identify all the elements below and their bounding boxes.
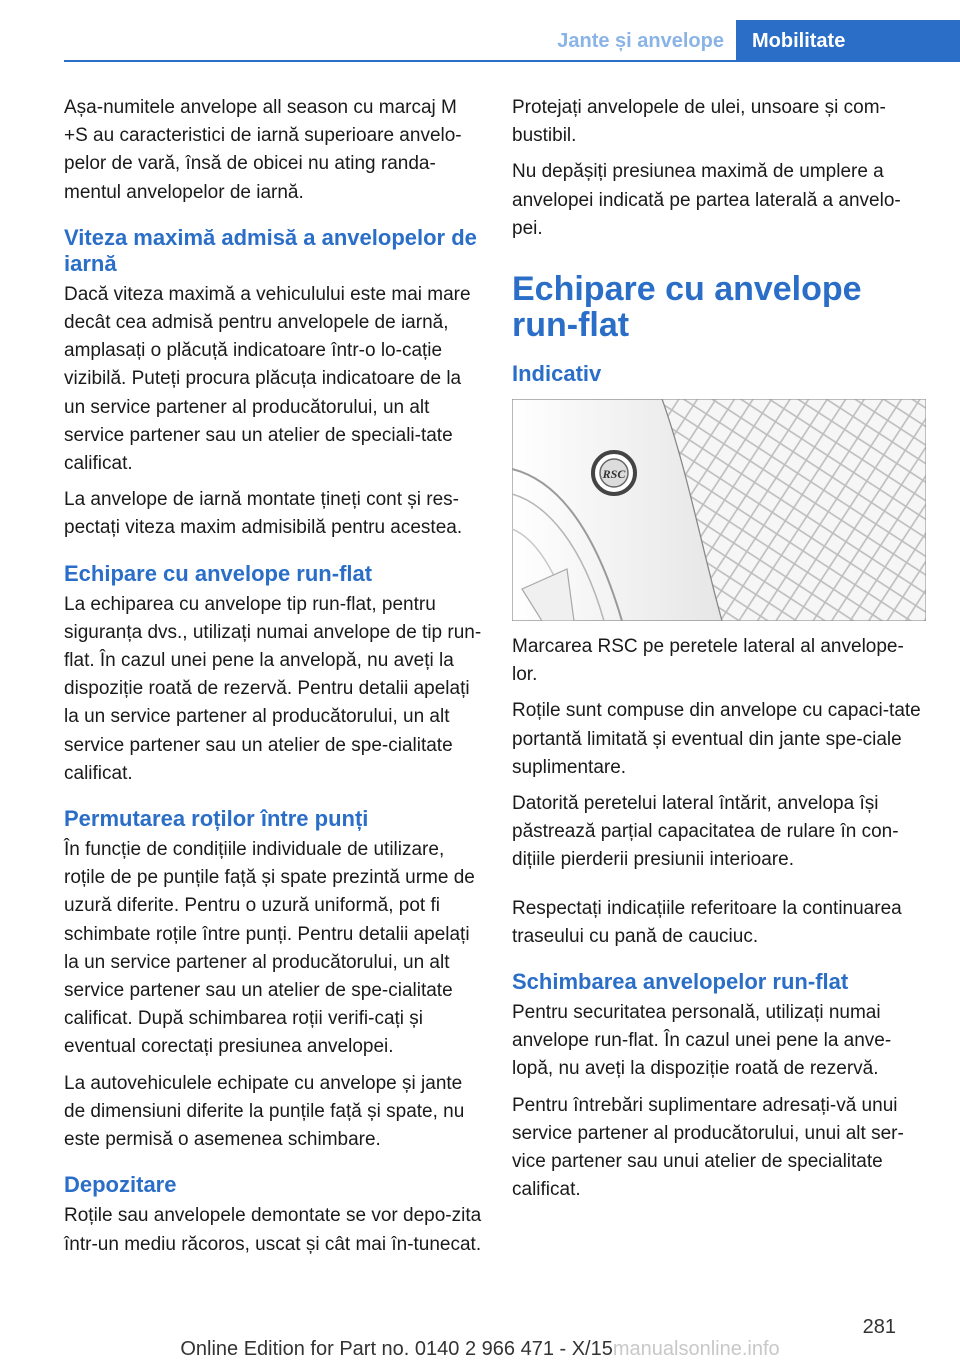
header-rule — [64, 60, 960, 62]
paragraph-viteza-respect: La anvelope de iarnă montate țineți cont și res-pectați viteza maxim admisibilă pentru acestea. — [64, 489, 463, 539]
rsc-tire-illustration — [512, 399, 926, 621]
page-number: 281 — [862, 1316, 896, 1338]
paragraph-all-season: Așa-numitele anvelope all season cu marcaj M +S au caracteristici de iarnă superioare anvelo-pelor de vară, însă de obicei nu ating randa-mentul anvelopelor de iarnă. — [64, 97, 462, 203]
paragraph-echipare: La echiparea cu anvelope tip run-flat, pentru siguranța dvs., utilizați numai anvelope de tip run-flat. În cazul unei pene la anvelopă, nu aveți la dispoziție roată de rezervă. Pentru detalii apelați la un service partener al producătorului, un alt service partener sau un atelier de spe-cialitate calificat. — [64, 593, 482, 784]
heading-viteza-maxima: Viteza maximă admisă a anvelopelor de iarnă — [64, 224, 477, 276]
heading-permutarea: Permutarea roților între punți — [64, 806, 369, 832]
paragraph-marcarea: Marcarea RSC pe peretele lateral al anvelope-lor. — [512, 636, 904, 686]
paragraph-respectati: Respectați indicațiile referitoare la continuarea traseului cu pană de cauciuc. — [512, 897, 902, 947]
rsc-logo-text: RSC — [602, 467, 626, 482]
paragraph-rotile: Roțile sunt compuse din anvelope cu capaci-tate portantă limitată și eventual din jante spe-ciale suplimentare. — [512, 700, 921, 778]
heading-echipare-run-flat-main: Echipare cu anvelope run-flat — [512, 270, 862, 345]
paragraph-depozitare: Roțile sau anvelopele demontate se vor depo-zita într-un mediu răcoros, uscat și cât mai în-tunecat. — [64, 1205, 482, 1255]
left-column — [64, 94, 482, 1267]
heading-schimbarea: Schimbarea anvelopelor run-flat — [512, 969, 849, 995]
paragraph-protejati: Protejați anvelopele de ulei, unsoare și com-bustibil. — [512, 97, 886, 147]
paragraph-intrebari: Pentru întrebări suplimentare adresați-vă unui service partener al producătorului, unui alt ser-vice partener sau unui atelier de specialitate calificat. — [512, 1094, 904, 1201]
chapter-tab: Mobilitate — [736, 20, 960, 62]
heading-depozitare: Depozitare — [64, 1172, 177, 1198]
paragraph-permutarea-note: La autovehiculele echipate cu anvelope și jante de dimensiuni diferite la punțile față și spate, nu este permisă o asemenea schimbare. — [64, 1072, 465, 1151]
paragraph-datorita: Datorită peretelui lateral întărit, anvelopa își păstrează parțial capacitatea de rulare în con-dițiile pierderii presiunii interioare. — [512, 793, 899, 871]
section-title: Jante și anvelope — [557, 30, 724, 52]
right-column — [512, 94, 926, 1212]
paragraph-viteza: Dacă viteza maximă a vehiculului este mai mare decât cea admisă pentru anvelopele de iarnă, amplasați o plăcuță indicatoare într-o lo-cație vizibilă. Puteți procura plăcuța indicatoare de la un service partener al producătorului, un alt service partener sau un atelier de speciali-tate calificat. — [64, 283, 471, 475]
paragraph-schimbarea: Pentru securitatea personală, utilizați numai anvelope run-flat. În cazul unei pene la anve-lopă, nu aveți la dispoziție roată de rezervă. — [512, 1002, 892, 1080]
heading-echipare-run-flat: Echipare cu anvelope run-flat — [64, 560, 373, 586]
page-header — [0, 20, 960, 62]
footer-watermark: manualsonline.info — [612, 1338, 780, 1360]
footer-edition: Online Edition for Part no. 0140 2 966 471 - X/15 — [180, 1338, 613, 1360]
tire-sidewall-drawing — [512, 399, 926, 621]
page-footer — [0, 1338, 960, 1361]
paragraph-presiune: Nu depășiți presiunea maximă de umplere a anvelopei indicată pe partea laterală a anvelo-pei. — [512, 161, 901, 239]
paragraph-permutarea: În funcție de condițiile individuale de utilizare, roțile de pe punțile față și spate prezintă urme de uzură diferite. Pentru o uzură uniformă, pot fi schimbate roțile între punți. Pentru detalii apelați la un service partener al producătorului, un alt service partener sau un atelier de spe-cialitate calificat. După schimbarea roții verifi-cați și eventual corectați presiunea anvelopei. — [64, 839, 475, 1058]
heading-indicativ: Indicativ — [512, 361, 602, 387]
